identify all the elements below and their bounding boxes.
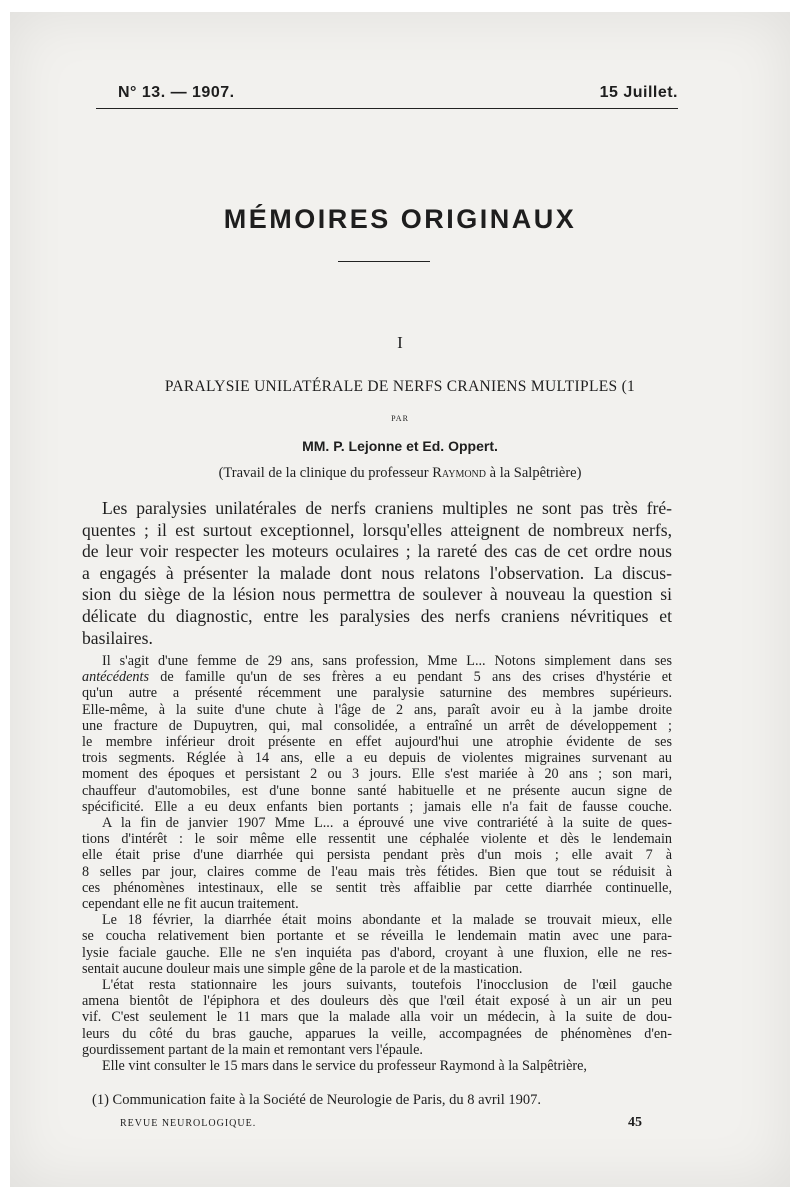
body-line: sentait aucune douleur mais une simple gêne de la parole et de la mastication. <box>82 960 523 977</box>
journal-name: REVUE NEUROLOGIQUE. <box>120 1118 257 1129</box>
article-affiliation <box>10 465 790 482</box>
lead-line: sion du siège de la lésion nous permettra de soulever à nouveau la question si <box>82 584 672 605</box>
lead-line: délicate du diagnostic, entre les paralysies des nerfs craniens névritiques et <box>82 605 672 626</box>
issue-number: N° 13. — 1907. <box>118 84 235 101</box>
body-line: gourdissement partant de la main et remontant vers l'épaule. <box>82 1041 423 1058</box>
body-line: Elle-même, à la suite d'une chute à l'âge de 2 ans, paraît avoir eu à la jambe droite <box>82 701 672 718</box>
body-line: chauffeur d'automobiles, est d'une bonne santé habituelle et ne présente aucun signe de <box>82 782 672 799</box>
page-header <box>118 84 678 102</box>
page-number: 45 <box>628 1115 642 1130</box>
body-line: elle était prise d'une diarrhée qui persista pendant près d'un mois ; elle avait 7 à <box>82 847 672 864</box>
body-line: qu'un autre a présenté récemment une paralysie saturnine des membres supérieurs. <box>82 685 672 702</box>
body-line: le membre inférieur droit présente en effet aujourd'hui une atrophie évidente de ses <box>82 734 672 751</box>
body-line: Elle vint consulter le 15 mars dans le service du professeur Raymond à la Salpêtrière, <box>102 1058 587 1075</box>
body-line: une fracture de Dupuytren, qui, mal consolidée, a entraîné un arrêt de développement ; <box>82 717 672 734</box>
issue-date: 15 Juillet. <box>599 84 678 101</box>
section-title: MÉMOIRES ORIGINAUX <box>223 204 577 234</box>
body-line: spécificité. Elle a eu deux enfants bien portants ; jamais elle n'a fait de fausse couche. <box>82 798 672 815</box>
body-line: Il s'agit d'une femme de 29 ans, sans profession, Mme L... Notons simplement dans ses <box>102 653 672 669</box>
body-line: cependant elle ne fit aucun traitement. <box>82 896 299 913</box>
body-line: se coucha relativement bien portante et se réveilla le lendemain matin avec une para- <box>82 928 672 945</box>
article-number: I <box>397 333 403 352</box>
body-line: trois segments. Réglée à 14 ans, elle a eu depuis de violentes migraines survenant au <box>82 750 672 767</box>
lead-line: de leur voir respecter les moteurs oculaires ; la rareté des cas de cet ordre nous <box>82 541 672 562</box>
article-authors: MM. P. Lejonne et Ed. Oppert. <box>302 438 498 454</box>
lead-line: quentes ; il est surtout exceptionnel, lorsqu'elles atteignent de nombreux nerfs, <box>82 519 672 540</box>
italic-term: antécédents <box>82 669 149 686</box>
body-line <box>82 669 672 685</box>
body-line: 8 selles par jour, claires comme de l'eau mais très fétides. Bien que tout se réduisit à <box>82 863 672 880</box>
lead-paragraph <box>82 498 672 649</box>
body-line: vif. C'est seulement le 11 mars que la malade alla voir un médecin, à la suite de dou- <box>82 1009 672 1026</box>
body-line-rest: de famille qu'un de ses frères a eu pendant 5 ans des crises d'hystérie et <box>148 669 672 686</box>
title-rule <box>338 261 430 262</box>
affiliation-text-after: à la Salpêtrière) <box>486 465 582 481</box>
body-line: amena bientôt de l'épiphora et des douleurs dès que l'œil était exposé à un air un peu <box>82 993 672 1010</box>
body-line: moment des époques et persistant 2 ou 3 jours. Elle s'est mariée à 20 ans ; son mari, <box>82 766 672 783</box>
body-line: A la fin de janvier 1907 Mme L... a éprouvé une vive contrariété à la suite de ques- <box>102 815 672 832</box>
article-title: PARALYSIE UNILATÉRALE DE NERFS CRANIENS MULTIPLES (1 <box>164 378 636 395</box>
body-line: tions d'intérêt : le soir même elle ressentit une céphalée violente et dès le lendemain <box>82 831 672 848</box>
body-text <box>82 653 672 1074</box>
header-rule <box>96 108 678 109</box>
lead-line: Les paralysies unilatérales de nerfs craniens multiples ne sont pas très fré- <box>102 498 672 518</box>
body-line: Le 18 février, la diarrhée était moins abondante et la malade se trouvait mieux, elle <box>102 912 672 929</box>
body-line: ces phénomènes intestinaux, elle se sentit très affaiblie par cette diarrhée continuelle, <box>82 879 672 896</box>
lead-line: basilaires. <box>82 627 153 648</box>
body-line: L'état resta stationnaire les jours suivants, toutefois l'inocclusion de l'œil gauche <box>102 977 672 994</box>
affiliation-text-before: (Travail de la clinique du professeur <box>218 465 433 481</box>
by-label: PAR <box>391 414 409 423</box>
footnote: (1) Communication faite à la Société de Neurologie de Paris, du 8 avril 1907. <box>92 1092 541 1108</box>
journal-page <box>10 12 790 1187</box>
body-line: leurs du côté du bras gauche, apparues la veille, accompagnées de phénomènes d'en- <box>82 1025 672 1042</box>
body-line: lysie faciale gauche. Elle ne s'en inquiéta pas d'abord, croyant à une fluxion, elle ne res- <box>82 944 672 961</box>
lead-line: a engagés à présenter la malade dont nous relatons l'observation. La discus- <box>82 562 672 583</box>
affiliation-professor: Raymond <box>432 465 487 481</box>
